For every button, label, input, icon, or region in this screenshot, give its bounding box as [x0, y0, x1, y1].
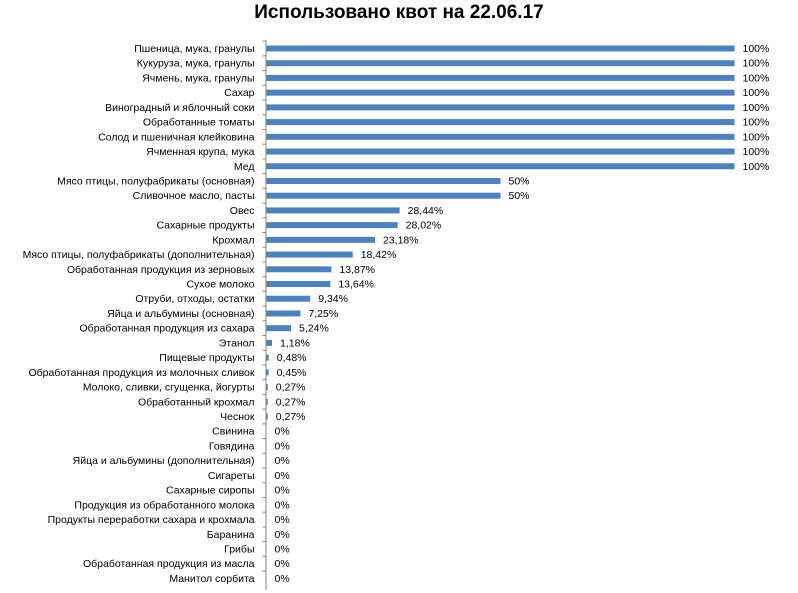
- bar: [267, 178, 501, 184]
- category-label: Баранина: [206, 528, 255, 541]
- category-label: Яйца и альбумины (дополнительная): [72, 455, 255, 468]
- category-label: Говядина: [208, 440, 255, 453]
- category-label: Обработанные томаты: [142, 116, 255, 129]
- value-label: 0,27%: [275, 396, 306, 409]
- category-label: Обработанный крохмал: [137, 396, 255, 409]
- bars-group: [23, 41, 770, 585]
- value-label: 100%: [742, 146, 770, 159]
- value-label: 100%: [742, 87, 770, 100]
- chart-title: Использовано квот на 22.06.17: [254, 2, 544, 23]
- value-label: 28,44%: [407, 204, 444, 217]
- category-label: Продукты переработки сахара и крохмала: [47, 514, 255, 527]
- bar: [267, 149, 735, 155]
- category-label: Пшеница, мука, гранулы: [134, 43, 255, 55]
- category-label: Грибы: [224, 543, 255, 556]
- category-label: Обработанная продукция из зерновых: [66, 263, 255, 276]
- category-label: Обработанная продукция из сахара: [79, 322, 255, 335]
- bar: [267, 90, 735, 96]
- value-label: 50%: [508, 175, 530, 188]
- value-label: 0%: [274, 484, 290, 497]
- value-label: 100%: [742, 131, 770, 144]
- value-label: 0%: [274, 558, 290, 571]
- category-label: Ячменная крупа, мука: [146, 146, 255, 159]
- value-label: 13,87%: [339, 263, 376, 276]
- bar: [267, 325, 292, 331]
- category-label: Чеснок: [220, 411, 255, 423]
- value-label: 0,48%: [276, 352, 307, 365]
- bar: [267, 237, 375, 243]
- value-label: 0%: [274, 514, 290, 527]
- value-label: 1,18%: [280, 337, 310, 350]
- category-label: Сахарные сиропы: [166, 484, 255, 497]
- category-label: Мед: [233, 160, 255, 173]
- bar: [267, 60, 735, 66]
- bar: [267, 222, 398, 228]
- category-label: Обработанная продукция из масла: [82, 558, 255, 571]
- bar: [267, 75, 735, 81]
- category-label: Яйца и альбумины (основная): [107, 307, 255, 320]
- category-label: Пищевые продукты: [159, 352, 255, 365]
- value-label: 100%: [742, 160, 770, 173]
- value-label: 0%: [274, 440, 290, 453]
- bar: [267, 414, 268, 420]
- value-label: 0%: [274, 469, 290, 482]
- category-label: Сухое молоко: [186, 278, 255, 291]
- bar: [267, 296, 311, 302]
- bar: [267, 281, 331, 287]
- bar: [267, 252, 353, 258]
- category-label: Крохмал: [212, 234, 255, 247]
- category-label: Мясо птицы, полуфабрикаты (основная): [57, 175, 255, 188]
- category-label: Овес: [229, 204, 255, 217]
- value-label: 0%: [274, 499, 290, 512]
- value-label: 23,18%: [382, 234, 419, 247]
- category-label: Сливочное масло, пасты: [132, 190, 255, 203]
- category-label: Свинина: [212, 425, 255, 438]
- bar: [267, 163, 735, 169]
- category-label: Этанол: [218, 337, 255, 350]
- category-label: Кукуруза, мука, гранулы: [136, 57, 255, 70]
- bar: [267, 104, 735, 110]
- bar: [267, 369, 269, 375]
- category-label: Сахар: [224, 87, 255, 100]
- value-label: 7,25%: [308, 307, 339, 320]
- category-label: Молоко, сливки, сгущенка, йогурты: [82, 381, 255, 394]
- value-label: 28,02%: [405, 219, 442, 232]
- value-label: 100%: [742, 101, 770, 114]
- value-label: 0,27%: [275, 381, 306, 394]
- category-label: Манитол сорбита: [169, 572, 255, 585]
- category-label: Мясо птицы, полуфабрикаты (дополнительная): [22, 249, 255, 262]
- bar: [267, 340, 273, 346]
- category-label: Виноградный и яблочный соки: [105, 101, 255, 114]
- bar: [267, 134, 735, 140]
- value-label: 0%: [274, 572, 290, 585]
- category-label: Отруби, отходы, остатки: [135, 293, 255, 306]
- value-label: 9,34%: [318, 293, 348, 306]
- bar: [267, 399, 268, 405]
- category-label: Продукция из обработанного молока: [74, 499, 255, 512]
- value-label: 50%: [508, 190, 530, 203]
- value-label: 0,45%: [276, 366, 307, 379]
- value-label: 100%: [742, 116, 770, 129]
- value-label: 13,64%: [338, 278, 374, 291]
- bar: [267, 207, 400, 213]
- value-label: 0%: [274, 425, 290, 438]
- value-label: 0,27%: [275, 411, 306, 423]
- value-label: 100%: [742, 57, 770, 70]
- bar: [267, 310, 301, 316]
- value-label: 0%: [274, 528, 290, 541]
- category-label: Ячмень, мука, гранулы: [142, 72, 255, 85]
- value-label: 100%: [742, 72, 770, 85]
- value-label: 100%: [742, 43, 770, 55]
- value-label: 18,42%: [360, 249, 397, 262]
- bar: [267, 46, 735, 52]
- bar: [267, 266, 332, 272]
- category-label: Сахарные продукты: [156, 219, 255, 232]
- value-label: 5,24%: [299, 322, 329, 335]
- bar: [267, 193, 501, 199]
- bar: [267, 119, 735, 125]
- bar: [267, 355, 269, 361]
- category-label: Обработанная продукция из молочных сливок: [28, 366, 255, 379]
- category-label: Солод и пшеничная клейковина: [98, 131, 255, 144]
- bar: [267, 384, 268, 390]
- value-label: 0%: [274, 543, 290, 556]
- category-label: Сигареты: [207, 469, 255, 482]
- value-label: 0%: [274, 455, 290, 468]
